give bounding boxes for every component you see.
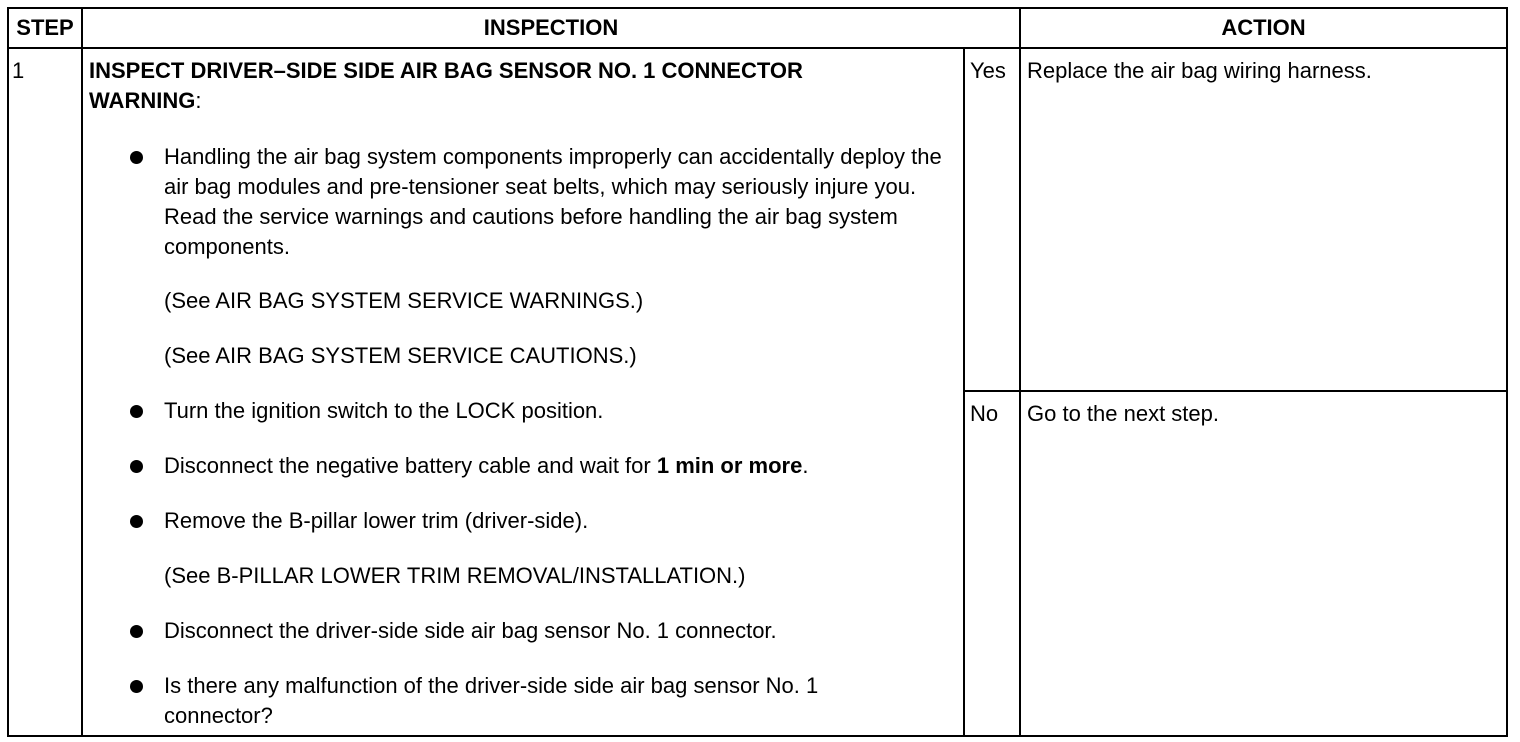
bullet-dot-icon [130, 680, 143, 693]
header-step: STEP [16, 15, 74, 40]
trim-text: Remove the B-pillar lower trim (driver-side). [164, 508, 589, 533]
bullet-dot-icon [130, 625, 143, 638]
warning-colon: : [195, 88, 202, 113]
battery-wait-time: 1 min or more [656, 453, 803, 478]
bullet-dot-icon [130, 515, 143, 528]
ref-trim: (See B-PILLAR LOWER TRIM REMOVAL/INSTALLATION.) [164, 563, 746, 588]
disconnect-text: Disconnect the driver-side side air bag sensor No. 1 connector. [164, 618, 777, 643]
ignition-text: Turn the ignition switch to the LOCK position. [164, 398, 604, 423]
battery-text-prefix: Disconnect the negative battery cable and wait for [164, 453, 657, 478]
column-divider-step [81, 7, 83, 737]
bullet-dot-icon [130, 405, 143, 418]
ref-warnings: (See AIR BAG SYSTEM SERVICE WARNINGS.) [164, 288, 644, 313]
warning-label: WARNING [89, 88, 196, 113]
inspection-title: INSPECT DRIVER–SIDE SIDE AIR BAG SENSOR NO. 1 CONNECTOR [89, 58, 803, 83]
warning-heading [89, 86, 201, 116]
question-text: Is there any malfunction of the driver-side side air bag sensor No. 1 connector? [164, 673, 819, 728]
no-action: Go to the next step. [1027, 401, 1220, 426]
warning-text: Handling the air bag system components improperly can accidentally deploy the air bag modules and pre-tensioner seat belts, which may seriously injure you. Read the service warnings and cautions before handling the air bag system components. [164, 144, 942, 259]
ref-cautions: (See AIR BAG SYSTEM SERVICE CAUTIONS.) [164, 343, 637, 368]
list-item-trim [130, 506, 950, 536]
bullet-dot-icon [130, 151, 143, 164]
column-divider-inspection-action [1019, 7, 1021, 737]
list-item-battery [130, 451, 950, 481]
step-number: 1 [12, 58, 25, 83]
yes-label: Yes [970, 58, 1006, 83]
list-item-disconnect [130, 616, 950, 646]
column-divider-yesno [963, 48, 965, 737]
list-item-question [130, 671, 950, 731]
battery-text-suffix: . [802, 453, 809, 478]
yes-action: Replace the air bag wiring harness. [1027, 58, 1372, 83]
header-divider [7, 47, 1508, 49]
yes-no-divider [963, 390, 1508, 392]
battery-text [164, 451, 954, 481]
list-item-ignition [130, 396, 950, 426]
no-label: No [970, 401, 999, 426]
list-item-warning [130, 142, 950, 262]
header-inspection: INSPECTION [483, 15, 619, 40]
bullet-dot-icon [130, 460, 143, 473]
header-action: ACTION [1221, 15, 1306, 40]
